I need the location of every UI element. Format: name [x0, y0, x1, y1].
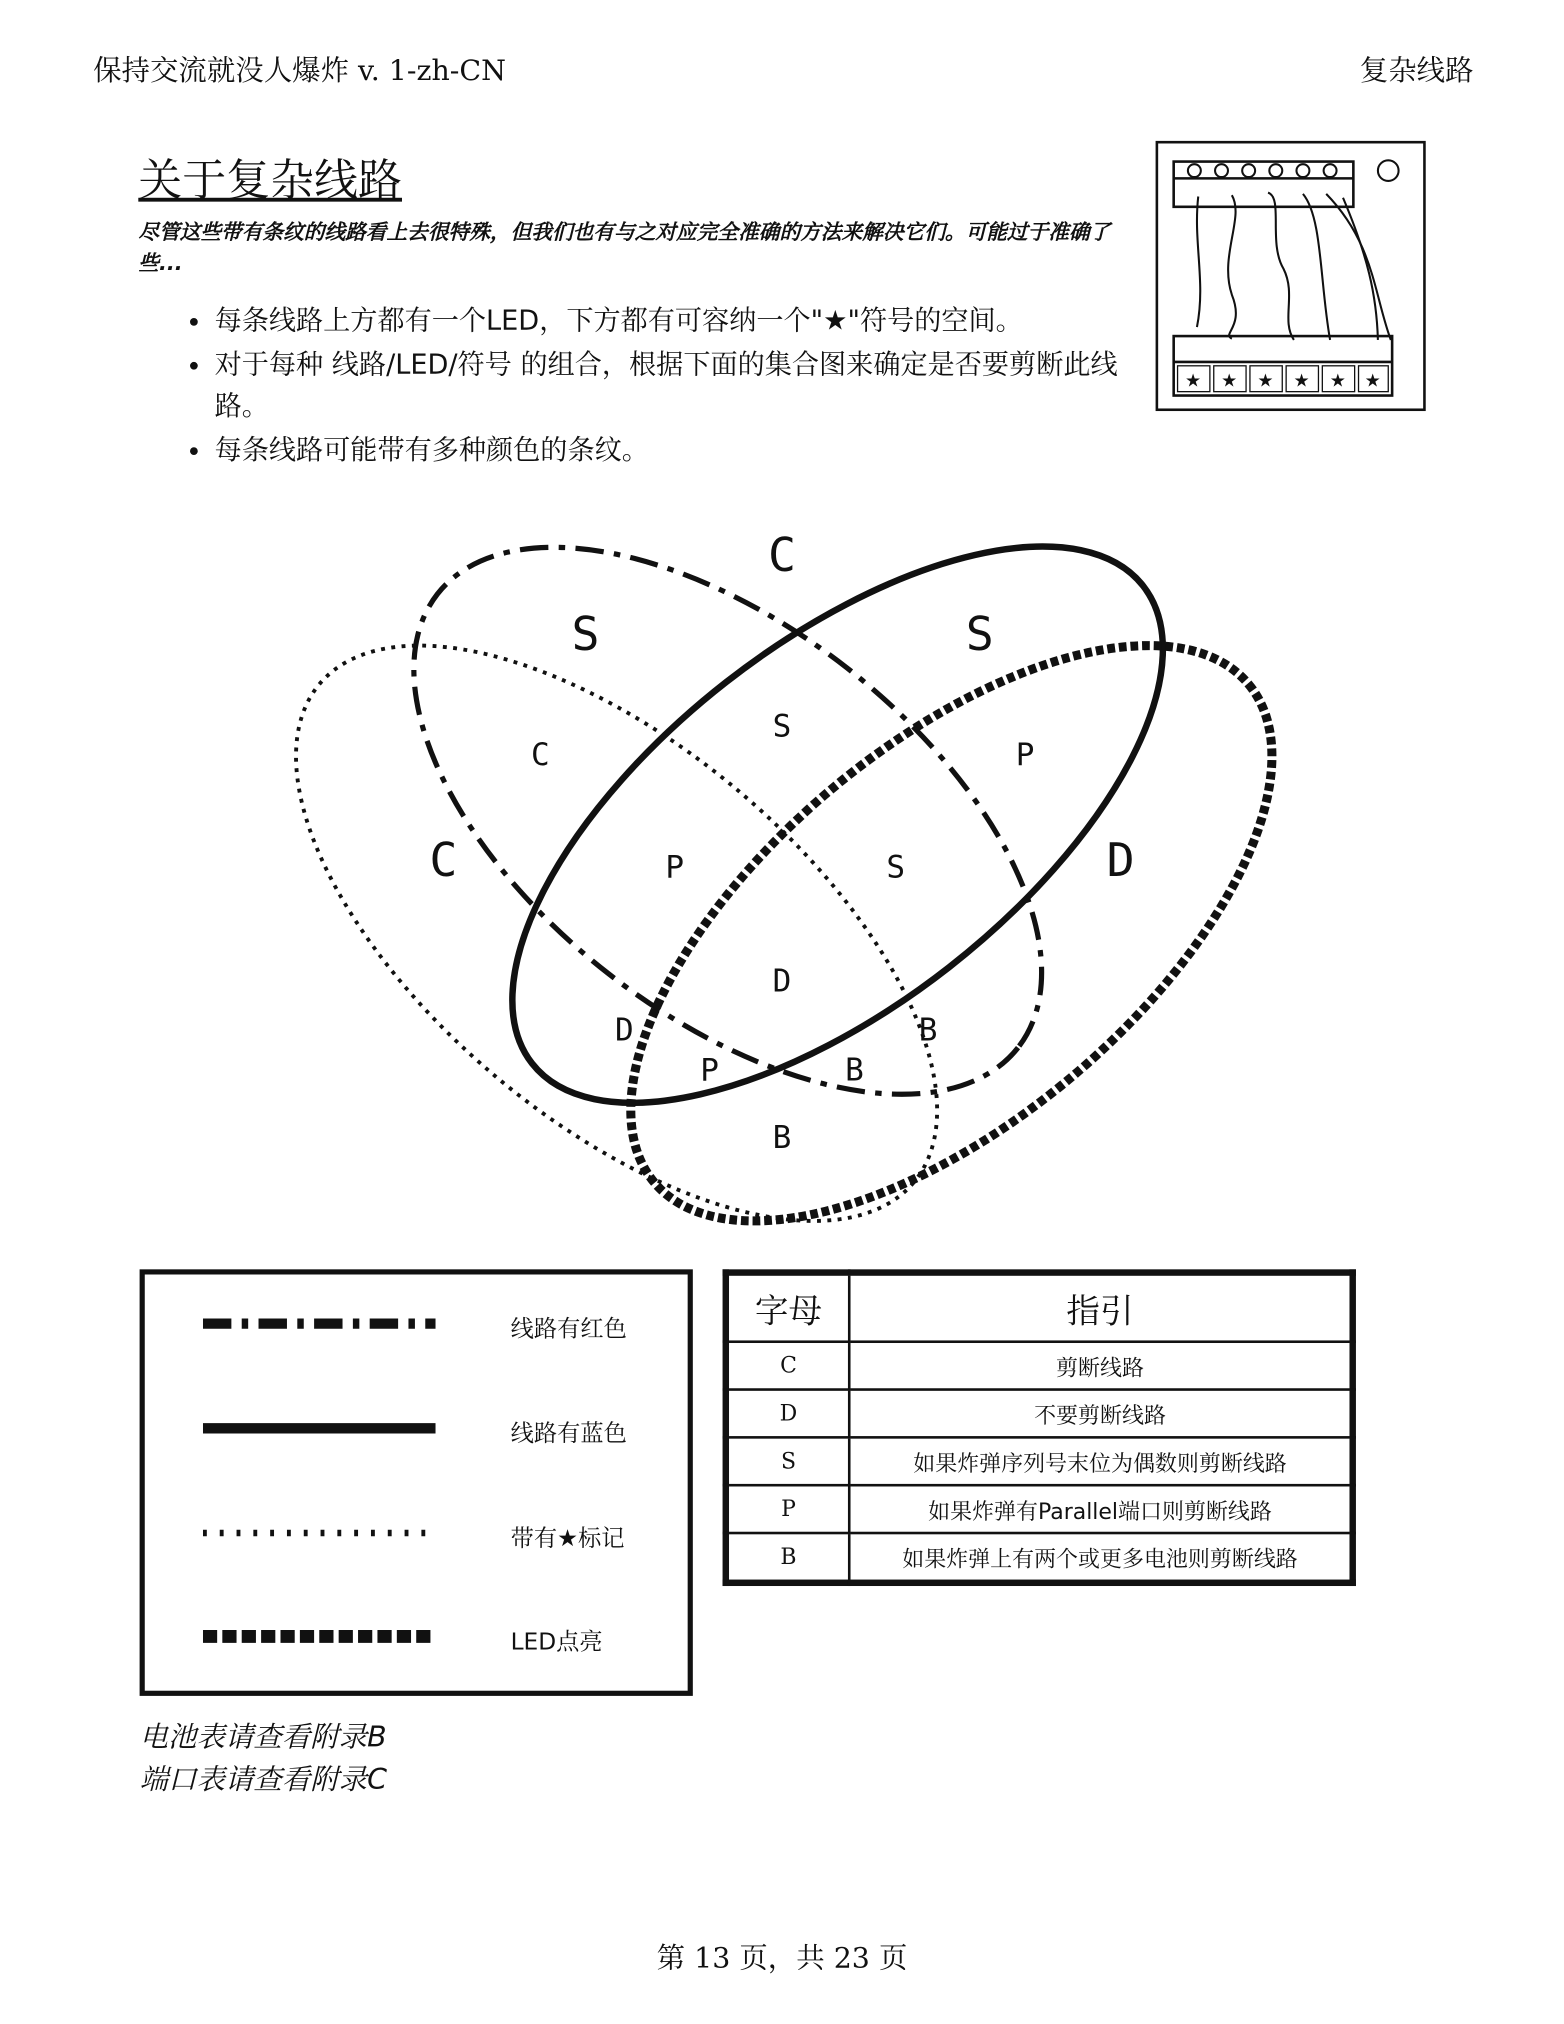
intro-text: 尽管这些带有条纹的线路看上去很特殊，但我们也有与之对应完全准确的方法来解决它们。可能过于准确了些... — [138, 219, 1111, 276]
venn-label: B — [845, 1052, 864, 1089]
venn-diagram — [0, 517, 1564, 1241]
venn-label: P — [700, 1052, 719, 1089]
svg-text:★: ★ — [1184, 370, 1202, 392]
dash-dot-line-icon — [203, 1316, 436, 1332]
thick-dashed-line-icon — [203, 1629, 436, 1645]
venn-label: P — [1015, 737, 1035, 774]
svg-text:★: ★ — [1364, 370, 1381, 392]
solid-line-icon — [203, 1421, 436, 1437]
wire-module-illustration — [1154, 140, 1428, 414]
venn-label: S — [571, 606, 600, 661]
table-row: B 如果炸弹上有两个或更多电池则剪断线路 — [726, 1533, 1353, 1583]
star-set-ellipse — [199, 540, 1034, 1240]
battery-appendix-note: 电池表请查看附录B — [139, 1721, 387, 1755]
page-title: 关于复杂线路 — [138, 155, 402, 207]
svg-text:★: ★ — [1221, 370, 1238, 392]
svg-text:★: ★ — [1257, 370, 1274, 392]
header-right: 复杂线路 — [1359, 55, 1474, 88]
page-number: 第 13 页，共 23 页 — [656, 1942, 908, 1976]
letter-instruction-table — [723, 1269, 1356, 1586]
rules-list — [168, 300, 1171, 473]
venn-label: D — [614, 1012, 634, 1049]
venn-label: C — [530, 737, 550, 774]
venn-label: C — [768, 527, 797, 582]
table-header-row: 字母 指引 — [726, 1273, 1353, 1342]
venn-label: B — [918, 1012, 938, 1049]
venn-label: P — [665, 849, 685, 886]
table-row: S 如果炸弹序列号末位为偶数则剪断线路 — [726, 1437, 1353, 1485]
legend-row-red: 线路有红色 — [203, 1311, 668, 1350]
venn-label: S — [886, 849, 906, 886]
appendix-notes — [140, 1717, 387, 1802]
table-row: C 剪断线路 — [726, 1342, 1353, 1390]
list-item: • 对于每种 线路/LED/符号 的组合，根据下面的集合图来确定是否要剪断此线路。 — [215, 344, 1172, 427]
led-set-ellipse — [534, 540, 1369, 1240]
table-row: D 不要剪断线路 — [726, 1390, 1353, 1438]
legend-row-blue: 线路有蓝色 — [203, 1415, 668, 1454]
venn-label: S — [965, 606, 994, 661]
legend-row-star: 带有★标记 — [203, 1520, 668, 1559]
venn-label: D — [772, 963, 792, 1000]
list-item: • 每条线路上方都有一个LED，下方都有可容纳一个"★"符号的空间。 — [215, 300, 1172, 341]
dotted-line-icon — [203, 1525, 436, 1541]
list-item: • 每条线路可能带有多种颜色的条纹。 — [215, 429, 1172, 470]
port-appendix-note: 端口表请查看附录C — [139, 1764, 387, 1797]
venn-label: S — [772, 708, 792, 745]
line-style-legend — [140, 1269, 693, 1696]
venn-label: D — [1106, 832, 1135, 887]
table-row: P 如果炸弹有Parallel端口则剪断线路 — [726, 1485, 1353, 1533]
legend-row-led: LED点亮 — [203, 1624, 668, 1663]
venn-label: C — [429, 832, 458, 887]
header-left: 保持交流就没人爆炸 v. 1-zh-CN — [93, 55, 507, 88]
venn-label: B — [772, 1119, 792, 1156]
svg-text:★: ★ — [1293, 370, 1310, 392]
svg-text:★: ★ — [1329, 370, 1346, 392]
